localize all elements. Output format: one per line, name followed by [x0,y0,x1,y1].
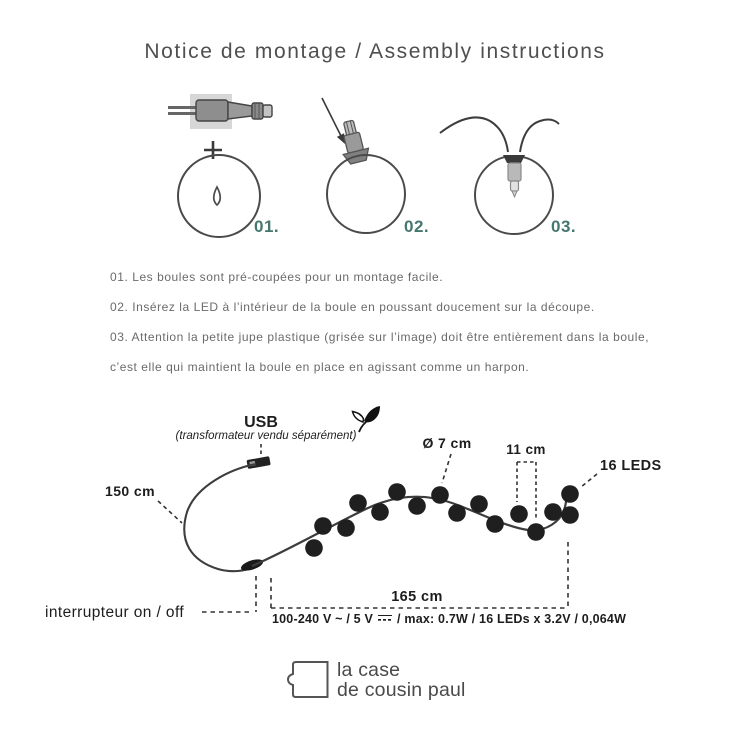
step3-illustration [440,117,576,236]
led-count-leader [581,474,597,487]
cable-length-label: 150 cm [105,483,155,499]
usb-label: USB [244,414,278,431]
step3-number: 03. [551,217,577,236]
led-plug-icon [168,100,272,121]
led-ball [408,497,426,515]
led-ball [561,485,579,503]
led-ball [349,494,367,512]
instruction-line-2: 02. Insérez la LED à l’intérieur de la boule en poussant doucement sur la découpe. [110,300,595,314]
assembly-steps-illustration [140,86,610,246]
garland-diagram [0,390,750,650]
step1-number: 01. [254,217,280,236]
led-ball [388,483,406,501]
power-spec [272,612,626,626]
led-ball [305,539,323,557]
led-ball [314,517,332,535]
step2-illustration [322,98,429,236]
instruction-line-1: 01. Les boules sont pré-coupées pour un montage facile. [110,270,444,284]
usb-note: (transformateur vendu séparément) [175,430,357,442]
led-ball [470,495,488,513]
brand-line-2: de cousin paul [337,679,466,701]
instruction-line-3: 03. Attention la petite jupe plastique (grisée sur l’image) doit être entièrement dans la boule, c’est elle qui maintient la boule en place en agissant comme un harpon. [110,330,650,374]
ball-outline-step2 [327,155,405,233]
power-spec-before: 100-240 V ~ / 5 V [272,612,374,626]
led-ball [431,486,449,504]
precut-hole-icon [214,187,221,205]
led-being-inserted [336,118,371,165]
led-ball [527,523,545,541]
wire-right [520,120,559,152]
led-balls [305,483,579,557]
ball-diameter-label: Ø 7 cm [422,435,472,451]
usb-connector [246,456,270,469]
ball-spacing-label: 11 cm [506,442,546,457]
led-ball [510,505,528,523]
step1-illustration [168,94,279,237]
led-count-label: 16 LEDS [600,458,662,474]
led-ball [561,506,579,524]
led-ball [448,504,466,522]
led-inserted [503,155,525,197]
ball-diameter-leader [442,454,451,483]
instructions-block [110,262,666,382]
led-ball [371,503,389,521]
insert-arrow-icon [322,98,342,138]
brand-logo [286,658,466,702]
wire-left [440,117,508,152]
brand-logo-text [337,660,466,700]
total-length-bracket [202,542,568,612]
cable-length-leader [158,501,182,523]
brand-logo-icon [286,658,330,702]
led-ball [337,519,355,537]
led-ball [486,515,504,533]
power-spec-after: / max: 0.7W / 16 LEDs x 3.2V / 0,064W [397,612,627,626]
led-ball [544,503,562,521]
step2-number: 02. [404,217,430,236]
dc-voltage-icon [378,615,392,623]
total-length-label: 165 cm [391,589,443,605]
page-title: Notice de montage / Assembly instructions [144,40,606,63]
brand-line-1: la case [337,659,401,681]
leaf-icon [353,406,381,432]
cable-loop [184,464,256,571]
switch-label: interrupteur on / off [45,604,185,621]
